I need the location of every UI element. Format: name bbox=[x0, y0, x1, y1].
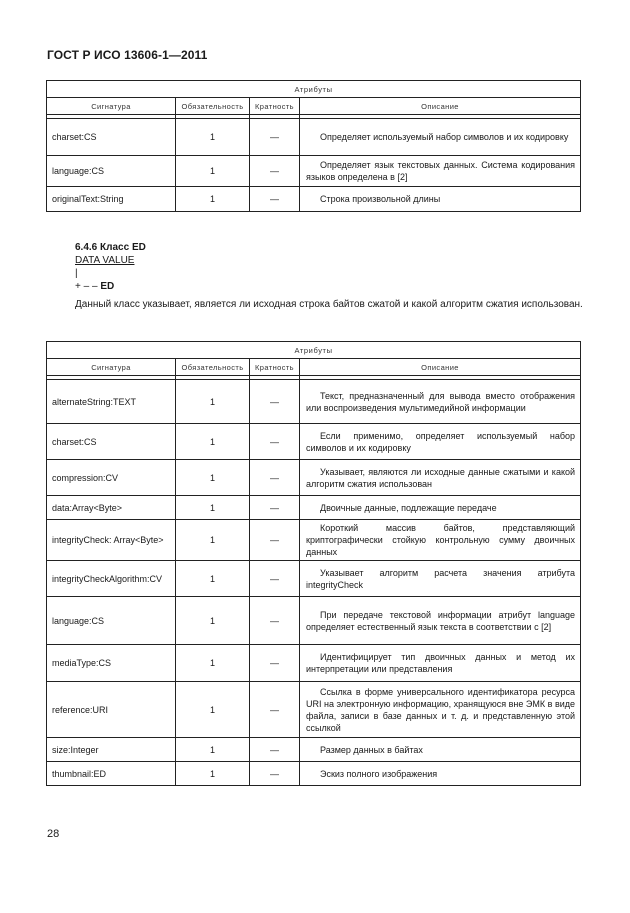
cell-description: Текст, предназначенный для вывода вместо отображения или воспроизведения мультимедийной информации bbox=[300, 380, 581, 424]
cell-mandatory: 1 bbox=[176, 738, 250, 762]
cell-description: Определяет используемый набор символов и их кодировку bbox=[300, 119, 581, 156]
column-header-signature: Сигнатура bbox=[47, 359, 176, 376]
cell-description: Эскиз полного изображения bbox=[300, 762, 581, 786]
table-row bbox=[47, 738, 581, 762]
table-row bbox=[47, 187, 581, 212]
cell-mandatory: 1 bbox=[176, 682, 250, 738]
table-caption: Атрибуты bbox=[47, 342, 581, 359]
cell-mandatory: 1 bbox=[176, 496, 250, 520]
column-header-mandatory: Обязательность bbox=[176, 98, 250, 115]
table-row bbox=[47, 119, 581, 156]
cell-mandatory: 1 bbox=[176, 645, 250, 682]
class-hierarchy-line bbox=[75, 280, 114, 293]
cell-mandatory: 1 bbox=[176, 597, 250, 645]
cell-mandatory: 1 bbox=[176, 380, 250, 424]
cell-mandatory: 1 bbox=[176, 561, 250, 597]
column-header-description: Описание bbox=[300, 359, 581, 376]
cell-multiplicity: — bbox=[250, 762, 300, 786]
cell-signature: charset:CS bbox=[47, 119, 176, 156]
cell-description: Размер данных в байтах bbox=[300, 738, 581, 762]
section-paragraph: Данный класс указывает, является ли исходная строка байтов сжатой и какой алгоритм сжатия использован. bbox=[75, 299, 583, 310]
cell-multiplicity: — bbox=[250, 520, 300, 561]
column-header-description: Описание bbox=[300, 98, 581, 115]
cell-multiplicity: — bbox=[250, 119, 300, 156]
table-row bbox=[47, 156, 581, 187]
document-header: ГОСТ Р ИСО 13606-1—2011 bbox=[47, 48, 208, 62]
table-row bbox=[47, 645, 581, 682]
cell-signature: language:CS bbox=[47, 597, 176, 645]
cell-mandatory: 1 bbox=[176, 424, 250, 460]
cell-signature: language:CS bbox=[47, 156, 176, 187]
attributes-table-1 bbox=[46, 80, 581, 212]
cell-mandatory: 1 bbox=[176, 520, 250, 561]
table-row bbox=[47, 424, 581, 460]
cell-description: Указывает алгоритм расчета значения атрибута integrityCheck bbox=[300, 561, 581, 597]
cell-multiplicity: — bbox=[250, 187, 300, 212]
table-caption: Атрибуты bbox=[47, 81, 581, 98]
cell-multiplicity: — bbox=[250, 424, 300, 460]
cell-description: Если применимо, определяет используемый набор символов и их кодировку bbox=[300, 424, 581, 460]
cell-signature: size:Integer bbox=[47, 738, 176, 762]
cell-multiplicity: — bbox=[250, 645, 300, 682]
cell-signature: compression:CV bbox=[47, 460, 176, 496]
table-row bbox=[47, 496, 581, 520]
cell-signature: thumbnail:ED bbox=[47, 762, 176, 786]
cell-mandatory: 1 bbox=[176, 187, 250, 212]
cell-signature: alternateString:TEXT bbox=[47, 380, 176, 424]
cell-multiplicity: — bbox=[250, 561, 300, 597]
cell-signature: integrityCheck: Array<Byte> bbox=[47, 520, 176, 561]
cell-multiplicity: — bbox=[250, 597, 300, 645]
cell-description: Ссылка в форме универсального идентификатора ресурса URI на электронную информацию, хранящуюся вне ЭМК в виде файла, записи в базе данных и т. д. и представленную этой ссылкой bbox=[300, 682, 581, 738]
table-row bbox=[47, 561, 581, 597]
cell-multiplicity: — bbox=[250, 496, 300, 520]
cell-description: Двоичные данные, подлежащие передаче bbox=[300, 496, 581, 520]
cell-description: Строка произвольной длины bbox=[300, 187, 581, 212]
cell-description: При передаче текстовой информации атрибут language определяет естественный язык текста в соответствии с [2] bbox=[300, 597, 581, 645]
hierarchy-prefix: + – – bbox=[75, 281, 101, 292]
cell-mandatory: 1 bbox=[176, 460, 250, 496]
section-title: 6.4.6 Класс ED bbox=[75, 242, 146, 253]
cell-mandatory: 1 bbox=[176, 156, 250, 187]
class-name: ED bbox=[100, 281, 115, 292]
cell-description: Указывает, являются ли исходные данные сжатыми и какой алгоритм сжатия использован bbox=[300, 460, 581, 496]
table-row bbox=[47, 762, 581, 786]
cell-mandatory: 1 bbox=[176, 762, 250, 786]
cell-signature: data:Array<Byte> bbox=[47, 496, 176, 520]
column-header-signature: Сигнатура bbox=[47, 98, 176, 115]
cell-mandatory: 1 bbox=[176, 119, 250, 156]
data-value-label: DATA VALUE bbox=[75, 255, 135, 266]
cell-description: Определяет язык текстовых данных. Система кодирования языков определена в [2] bbox=[300, 156, 581, 187]
page-number: 28 bbox=[47, 828, 60, 840]
table-row bbox=[47, 597, 581, 645]
table-body bbox=[47, 115, 581, 212]
cell-signature: mediaType:CS bbox=[47, 645, 176, 682]
table-body bbox=[47, 376, 581, 786]
cell-multiplicity: — bbox=[250, 156, 300, 187]
cell-signature: originalText:String bbox=[47, 187, 176, 212]
cell-signature: integrityCheckAlgorithm:CV bbox=[47, 561, 176, 597]
table-row bbox=[47, 380, 581, 424]
cell-signature: reference:URI bbox=[47, 682, 176, 738]
cell-description: Идентифицирует тип двоичных данных и метод их интерпретации или представления bbox=[300, 645, 581, 682]
cell-multiplicity: — bbox=[250, 380, 300, 424]
column-header-multiplicity: Кратность bbox=[250, 359, 300, 376]
table-row bbox=[47, 460, 581, 496]
attributes-table-2 bbox=[46, 341, 581, 786]
cell-multiplicity: — bbox=[250, 682, 300, 738]
table-row bbox=[47, 682, 581, 738]
table-row bbox=[47, 520, 581, 561]
column-header-mandatory: Обязательность bbox=[176, 359, 250, 376]
hierarchy-bar: | bbox=[75, 268, 78, 279]
column-header-multiplicity: Кратность bbox=[250, 98, 300, 115]
cell-signature: charset:CS bbox=[47, 424, 176, 460]
cell-description: Короткий массив байтов, представляющий криптографически стойкую контрольную сумму двоичных данных bbox=[300, 520, 581, 561]
cell-multiplicity: — bbox=[250, 738, 300, 762]
cell-multiplicity: — bbox=[250, 460, 300, 496]
